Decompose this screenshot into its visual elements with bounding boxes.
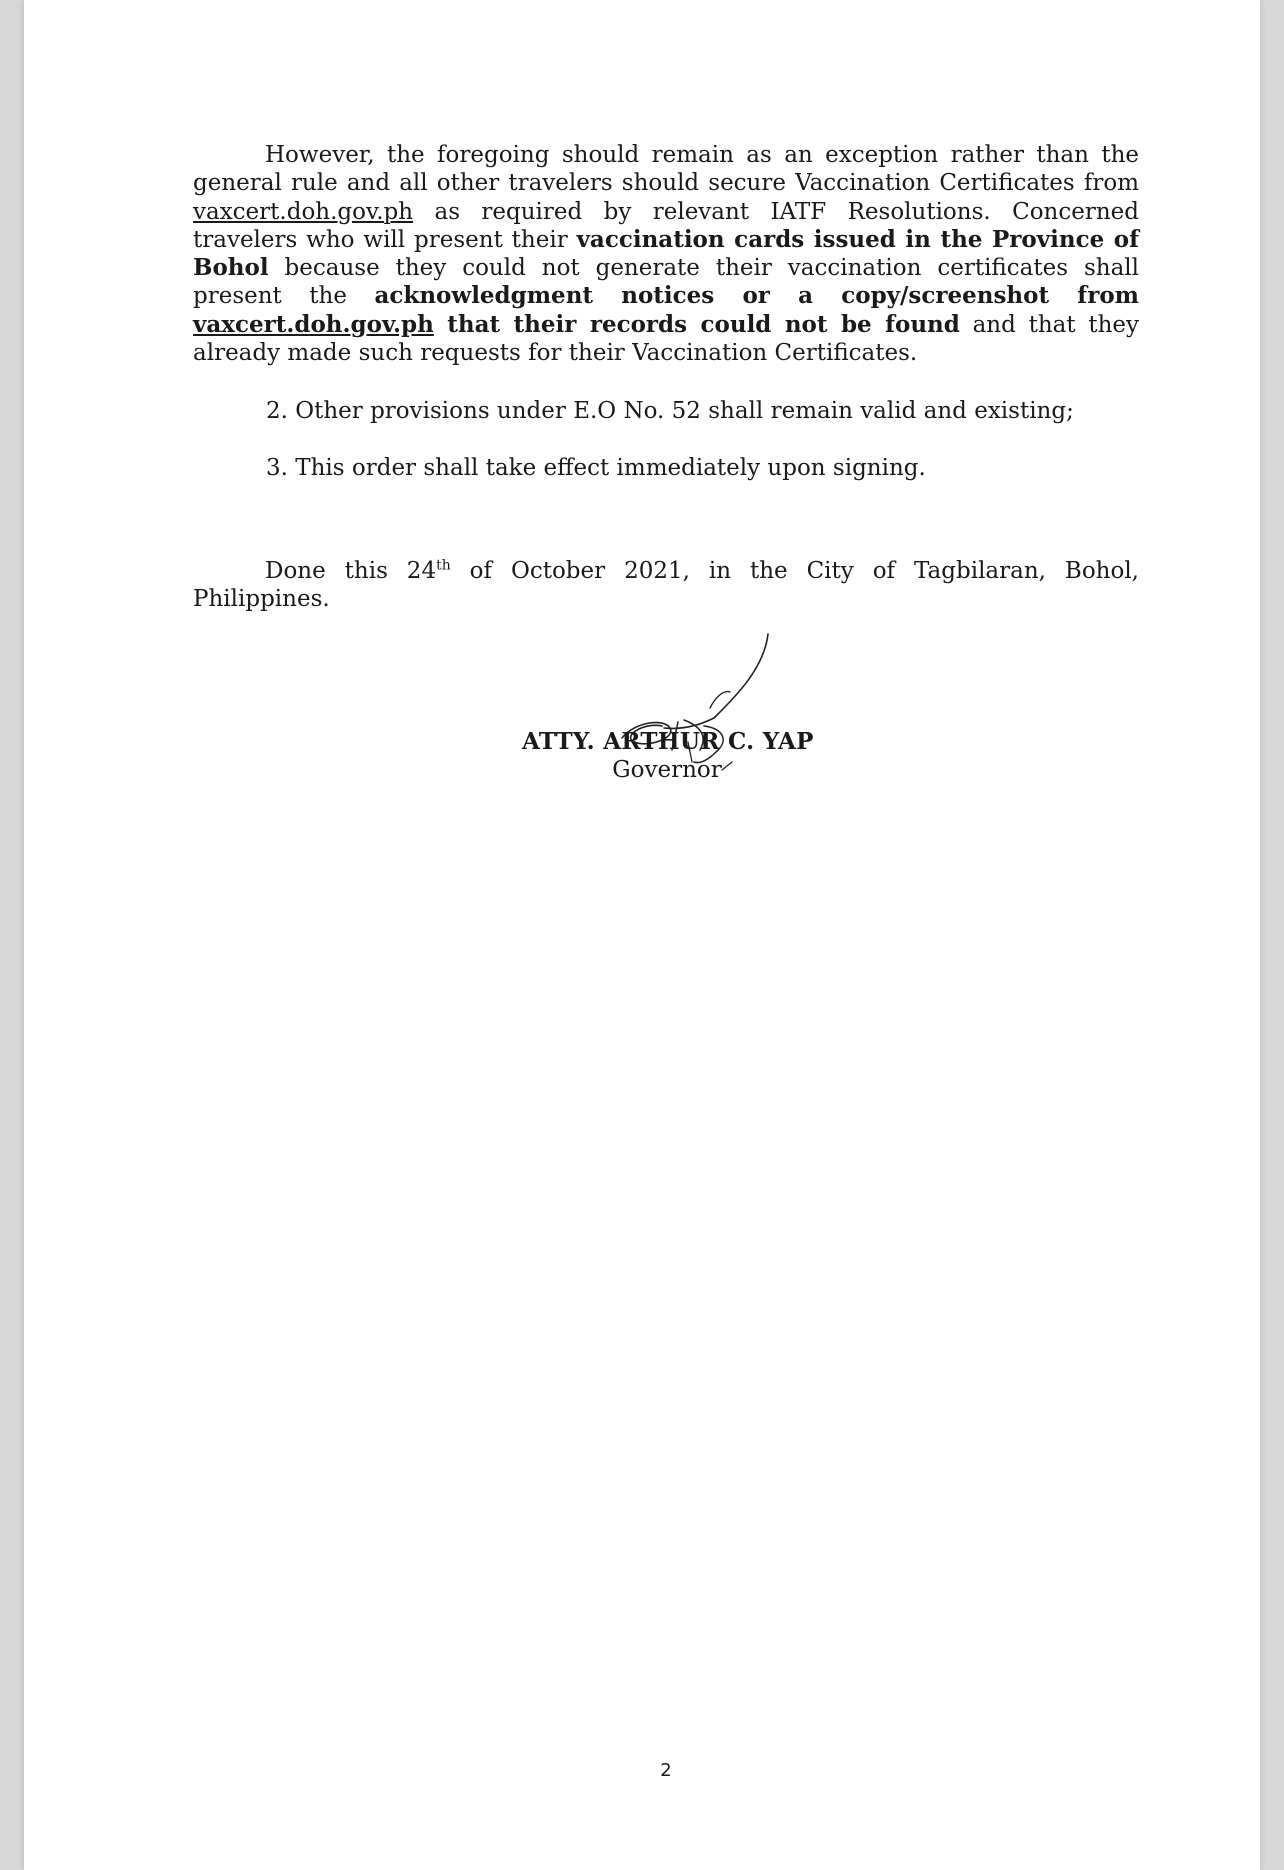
done-paragraph xyxy=(193,557,1139,614)
paragraph-text: and that they already made such requests for their Vaccination Certificates. xyxy=(193,311,1139,367)
vaxcert-link-bold: vaxcert.doh.gov.ph xyxy=(193,310,434,338)
provision-item-2: 2. Other provisions under E.O No. 52 shall remain valid and existing; xyxy=(266,398,1074,424)
done-superscript: th xyxy=(436,557,451,574)
vaxcert-link: vaxcert.doh.gov.ph xyxy=(193,198,414,225)
paragraph-text: as required by relevant IATF Resolutions. Concerned travelers who will present their xyxy=(193,198,1139,253)
paragraph-text: because they could not generate their vaccination certificates shall present the xyxy=(193,255,1139,310)
bold-text: that their records could not be found xyxy=(433,310,960,338)
bold-text: vaccination cards issued in the Province of Bohol xyxy=(193,225,1140,282)
signatory-name: ATTY. ARTHUR C. YAP xyxy=(522,728,814,755)
page-number: 2 xyxy=(660,1760,672,1781)
paragraph-text: However, the foregoing should remain as an exception rather than the general rule and all other travelers should secure Vaccination Certificates from xyxy=(193,142,1139,197)
paragraph-exception xyxy=(193,141,1139,367)
bold-text: acknowledgment notices or a copy/screenshot from xyxy=(374,282,1139,310)
document-page xyxy=(24,0,1260,1870)
provision-item-3: 3. This order shall take effect immediately upon signing. xyxy=(266,455,926,481)
done-text: of October 2021, in the City of Tagbilaran, Bohol, Philippines. xyxy=(193,558,1139,613)
signatory-title: Governor xyxy=(612,757,722,783)
done-text: Done this 24 xyxy=(265,558,437,584)
